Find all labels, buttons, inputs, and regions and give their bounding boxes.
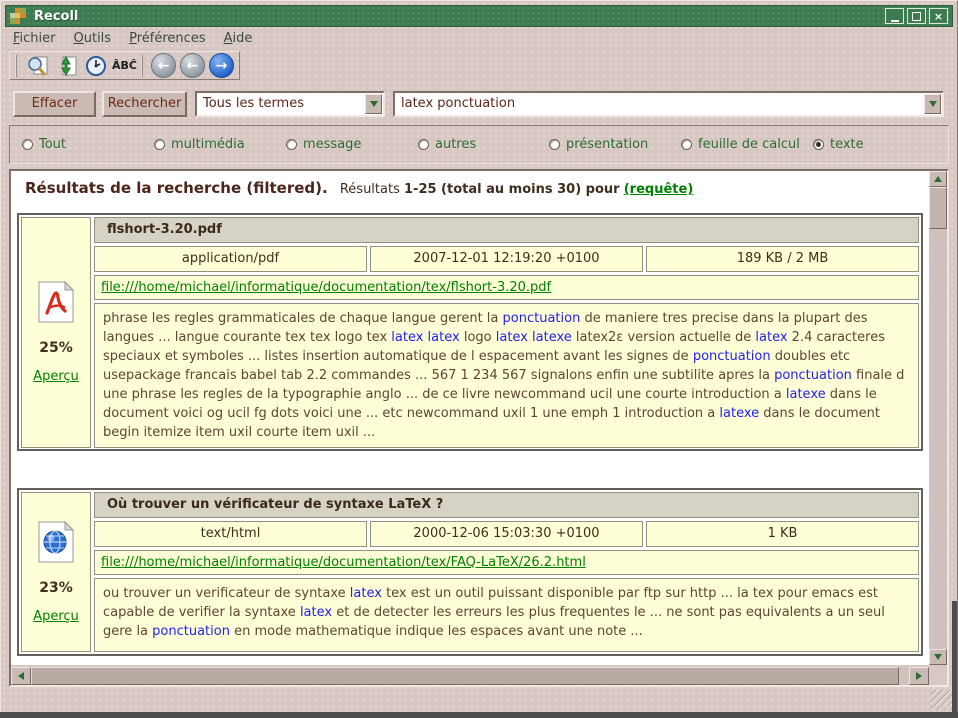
vertical-scrollbar-thumb[interactable] bbox=[929, 187, 947, 229]
search-query-value: latex ponctuation bbox=[401, 96, 516, 111]
menu-aide[interactable]: Aide bbox=[223, 31, 253, 46]
arrow-down-icon bbox=[934, 654, 942, 660]
toolbar-grip-handle[interactable] bbox=[15, 55, 18, 77]
result-date: 2007-12-01 12:19:20 +0100 bbox=[370, 246, 643, 272]
result-size: 1 KB bbox=[646, 521, 919, 547]
filter-label: feuille de calcul bbox=[698, 137, 800, 152]
query-link[interactable]: (requête) bbox=[623, 182, 694, 197]
minimize-icon bbox=[891, 20, 899, 22]
preview-link[interactable]: Aperçu bbox=[33, 608, 79, 624]
minimize-button[interactable] bbox=[885, 8, 904, 24]
sort-document-icon bbox=[55, 54, 79, 78]
result-size: 189 KB / 2 MB bbox=[646, 246, 919, 272]
radio-icon bbox=[22, 139, 33, 150]
filter-radio-multimedia[interactable] bbox=[154, 126, 245, 163]
abc-icon: ÂBĈ bbox=[112, 59, 137, 72]
result-url-row bbox=[94, 550, 919, 575]
result-entry-1 bbox=[17, 213, 923, 451]
menu-outils[interactable]: Outils bbox=[73, 31, 112, 46]
arrow-up-icon bbox=[934, 176, 942, 182]
result-snippet: phrase les regles grammaticales de chaque langue gerent la ponctuation de maniere tres precise dans la plupart des langues ... langue courante tex tex logo tex latex latex logo latex latexe latex2ε version actuelle de latex 2.4 caracteres speciaux et symboles ... listes insertion automatique de l espacement avant les signes de ponctuation doubles etc usepackage francais babel tab 2.2 commandes ... 567 1 234 567 signalons enfin une subtilite apres la ponctuation finale d une phrase les regles de la typographie anglo ... de ce livre newcommand ucil une courte introduction a latexe dans le document voici og ucil fg dots voici une ... etc newcommand uxil 1 une emph 1 introduction a latexe dans le document begin itemize item uxil courte item uxil ... bbox=[94, 303, 919, 448]
search-mode-value: Tous les termes bbox=[203, 96, 304, 111]
horizontal-scrollbar-thumb[interactable] bbox=[31, 667, 899, 685]
next-page-button[interactable] bbox=[208, 53, 235, 79]
html-document-icon bbox=[38, 521, 74, 567]
search-button[interactable]: Rechercher bbox=[102, 91, 187, 117]
filter-label: multimédia bbox=[171, 137, 245, 152]
maximize-button[interactable] bbox=[907, 8, 926, 24]
horizontal-scrollbar[interactable] bbox=[11, 667, 929, 685]
history-button[interactable] bbox=[82, 53, 109, 79]
arrow-left-icon bbox=[18, 672, 24, 680]
results-header bbox=[25, 179, 693, 197]
radio-icon bbox=[681, 139, 692, 150]
filter-radio-message[interactable] bbox=[286, 126, 361, 163]
search-mode-select[interactable] bbox=[195, 91, 385, 117]
previous-page-arrow-icon: ← bbox=[180, 53, 205, 78]
search-query-dropdown-button[interactable] bbox=[924, 94, 941, 114]
clock-icon bbox=[84, 54, 108, 78]
result-meta-row bbox=[94, 246, 919, 272]
search-query-input[interactable] bbox=[393, 91, 944, 117]
results-title: Résultats de la recherche (filtered). bbox=[25, 179, 328, 197]
pdf-document-icon bbox=[38, 281, 74, 327]
recoll-app-icon bbox=[10, 8, 26, 24]
result-title: flshort-3.20.pdf bbox=[94, 217, 919, 243]
filter-label: Tout bbox=[39, 137, 67, 152]
radio-icon bbox=[549, 139, 560, 150]
window-controls bbox=[885, 8, 948, 24]
relevance-percent: 25% bbox=[39, 340, 73, 356]
close-icon: × bbox=[933, 9, 944, 23]
close-button[interactable] bbox=[929, 8, 948, 24]
result-snippet: ou trouver un verificateur de syntaxe latex tex est un outil puissant disponible par ftp sur http ... la tex pour emacs est capable de verifier la syntaxe latex et de detecter les erreurs les plus frequentes le ... ne sont pas equivalents a un seul gere la ponctuation en mode mathematique indique les espaces avant une note ... bbox=[94, 578, 919, 652]
filter-radio-texte[interactable] bbox=[813, 126, 864, 163]
menu-fichier[interactable]: Fichier bbox=[13, 31, 56, 46]
filter-radio-feuille-de-calcul[interactable] bbox=[681, 126, 800, 163]
arrow-right-icon bbox=[916, 672, 922, 680]
sort-by-date-button[interactable] bbox=[53, 53, 80, 79]
filter-label: texte bbox=[830, 137, 864, 152]
first-page-button[interactable] bbox=[150, 53, 177, 79]
filter-radio-autres[interactable] bbox=[418, 126, 476, 163]
filter-label: présentation bbox=[566, 137, 649, 152]
radio-icon bbox=[418, 139, 429, 150]
next-page-arrow-icon: → bbox=[209, 53, 234, 78]
results-count-prefix: Résultats bbox=[339, 182, 400, 197]
result-mime-type: text/html bbox=[94, 521, 367, 547]
document-type-filter bbox=[9, 125, 949, 164]
toolbar-grip-handle-2[interactable] bbox=[141, 55, 144, 77]
result-meta-row bbox=[94, 521, 919, 547]
results-count-range: 1-25 (total au moins 30) pour bbox=[404, 182, 620, 197]
radio-icon bbox=[154, 139, 165, 150]
result-url-row bbox=[94, 275, 919, 300]
first-page-arrow-icon: ← bbox=[151, 53, 176, 78]
preview-link[interactable]: Aperçu bbox=[33, 369, 79, 384]
filter-radio-presentation[interactable] bbox=[549, 126, 648, 163]
relevance-percent: 23% bbox=[39, 579, 73, 596]
vertical-scrollbar[interactable] bbox=[929, 171, 947, 665]
result-date: 2000-12-06 15:03:30 +0100 bbox=[370, 521, 643, 547]
previous-page-button[interactable] bbox=[179, 53, 206, 79]
result-entry-2 bbox=[17, 488, 923, 656]
window-edge bbox=[952, 601, 957, 712]
scroll-left-button[interactable] bbox=[11, 667, 31, 685]
toolbar-panel bbox=[9, 51, 240, 80]
results-list[interactable] bbox=[11, 171, 929, 665]
window-resize-grip[interactable] bbox=[931, 690, 953, 710]
result-url-link[interactable]: file:///home/michael/informatique/documentation/tex/FAQ-LaTeX/26.2.html bbox=[101, 555, 586, 570]
clear-button[interactable]: Effacer bbox=[13, 91, 96, 117]
result-title: Où trouver un vérificateur de syntaxe LaTeX ? bbox=[94, 492, 919, 518]
menu-bar bbox=[5, 28, 953, 49]
title-bar[interactable] bbox=[5, 5, 953, 27]
filter-label: autres bbox=[435, 137, 477, 152]
radio-icon bbox=[286, 139, 297, 150]
scroll-right-button[interactable] bbox=[909, 667, 929, 685]
maximize-icon bbox=[912, 12, 921, 21]
filter-label: message bbox=[303, 137, 362, 152]
result-1-details bbox=[94, 217, 919, 448]
result-mime-type: application/pdf bbox=[94, 246, 367, 272]
term-explorer-button[interactable] bbox=[111, 53, 138, 79]
search-document-icon bbox=[26, 54, 50, 78]
result-url-link[interactable]: file:///home/michael/informatique/documentation/tex/flshort-3.20.pdf bbox=[101, 280, 552, 295]
result-2-side-panel bbox=[21, 492, 91, 652]
result-1-side-panel bbox=[21, 217, 91, 448]
chevron-down-icon bbox=[929, 101, 937, 107]
chevron-down-icon bbox=[370, 101, 378, 107]
toolbar bbox=[9, 51, 240, 80]
window-title: Recoll bbox=[34, 8, 79, 24]
scroll-down-button[interactable] bbox=[929, 649, 947, 665]
result-2-details bbox=[94, 492, 919, 652]
filter-radio-tout[interactable] bbox=[22, 126, 66, 163]
radio-icon bbox=[813, 139, 824, 150]
new-search-button[interactable] bbox=[24, 53, 51, 79]
search-mode-dropdown-button[interactable] bbox=[365, 94, 382, 114]
results-area bbox=[9, 169, 949, 687]
scroll-up-button[interactable] bbox=[929, 171, 947, 187]
menu-preferences[interactable]: Préférences bbox=[129, 31, 206, 46]
scrollbar-corner bbox=[929, 667, 947, 685]
